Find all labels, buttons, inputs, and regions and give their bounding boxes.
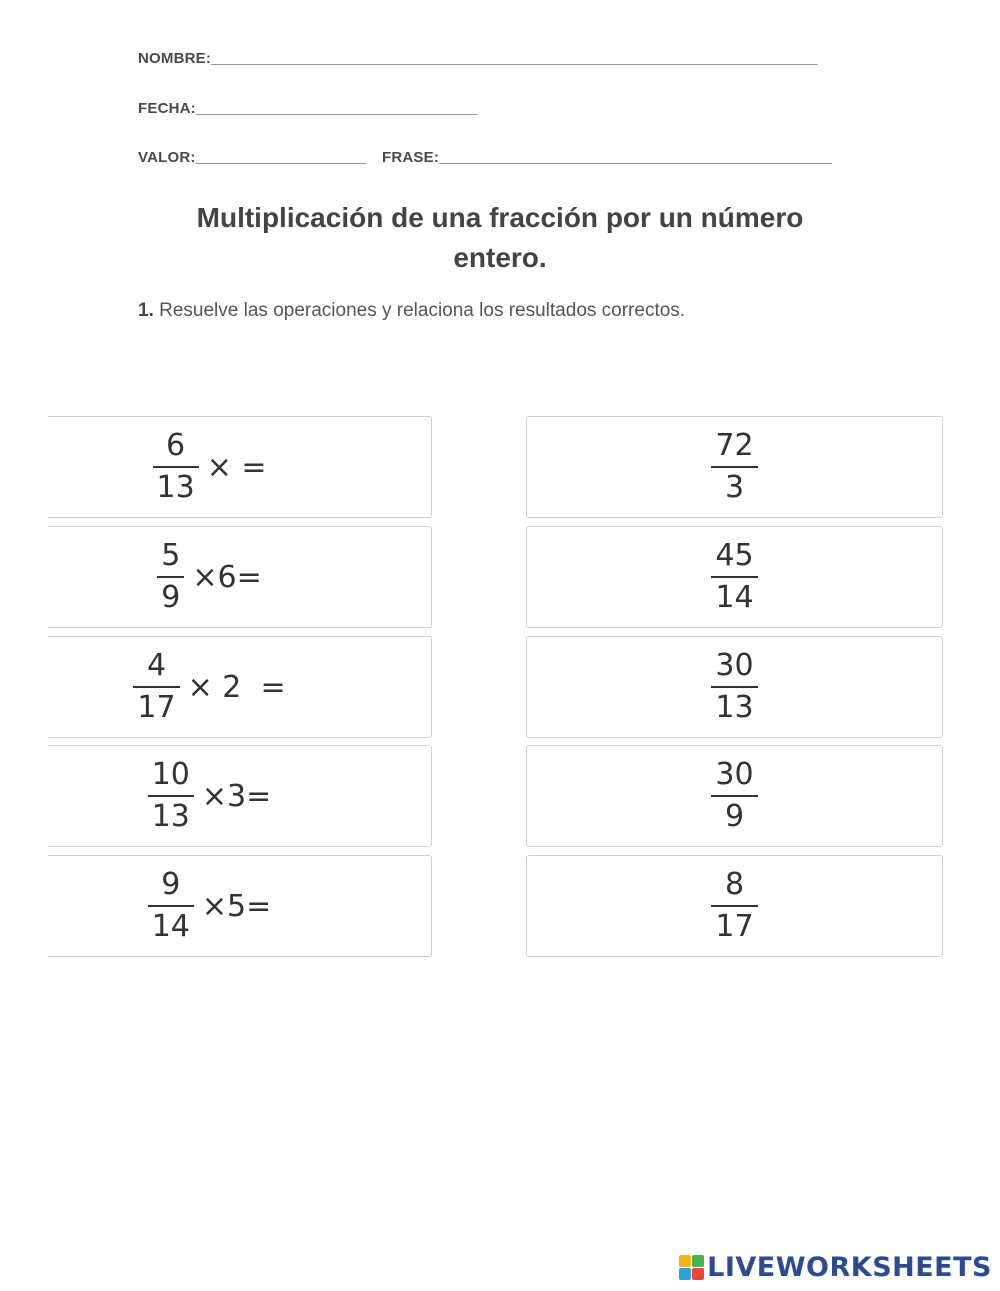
numerator: 4 — [146, 648, 167, 683]
fecha-field: FECHA:_________________________________ — [138, 100, 478, 117]
result-expression — [711, 758, 757, 834]
operation-expression — [133, 649, 285, 725]
fraction — [153, 429, 199, 505]
fraction — [711, 868, 757, 944]
logo-mark-icon — [679, 1255, 704, 1280]
numerator: 10 — [151, 757, 190, 792]
logo-mark-square — [679, 1268, 691, 1280]
operator-text: × 2 = — [187, 669, 286, 705]
operation-box-2[interactable] — [48, 526, 432, 628]
denominator: 9 — [724, 799, 745, 834]
result-expression — [711, 649, 757, 725]
operation-expression — [157, 539, 261, 615]
operation-box-4[interactable] — [48, 745, 432, 847]
denominator: 3 — [724, 470, 745, 505]
denominator: 13 — [151, 799, 190, 834]
operation-expression — [148, 758, 272, 834]
fraction — [711, 429, 757, 505]
operator-text: ×3= — [201, 778, 272, 814]
denominator: 14 — [715, 580, 754, 615]
result-expression — [711, 539, 757, 615]
result-box-2[interactable] — [526, 526, 943, 628]
operation-box-3[interactable] — [48, 636, 432, 738]
numerator: 9 — [161, 867, 181, 902]
page-title: Multiplicación de una fracción por un número entero. — [196, 202, 804, 273]
numerator: 6 — [166, 428, 186, 463]
fraction — [711, 758, 757, 834]
result-box-3[interactable] — [526, 636, 943, 738]
numerator: 72 — [715, 428, 754, 463]
numerator: 30 — [715, 648, 754, 683]
denominator: 13 — [156, 470, 195, 505]
instruction — [138, 300, 685, 322]
fraction — [133, 649, 179, 725]
operation-expression — [148, 868, 272, 944]
operator-text: ×6= — [192, 559, 262, 595]
valor-field: VALOR:____________________ — [138, 149, 367, 166]
operation-box-5[interactable] — [48, 855, 432, 957]
fraction — [157, 539, 184, 615]
numerator: 30 — [715, 757, 754, 792]
result-box-5[interactable] — [526, 855, 943, 957]
numerator: 5 — [161, 538, 181, 573]
result-expression — [711, 429, 757, 505]
operation-box-1[interactable] — [48, 416, 432, 518]
result-box-1[interactable] — [526, 416, 943, 518]
denominator: 9 — [161, 580, 181, 615]
numerator: 45 — [715, 538, 754, 573]
denominator: 14 — [151, 909, 190, 944]
frase-field: FRASE:______________________________________________ — [382, 149, 832, 166]
denominator: 17 — [137, 690, 176, 725]
instruction-text: Resuelve las operaciones y relaciona los resultados correctos. — [153, 300, 686, 321]
fraction — [148, 868, 194, 944]
nombre-field: NOMBRE:_______________________________________________________________________ — [138, 50, 818, 67]
instruction-number: 1. — [138, 300, 154, 321]
operation-expression — [153, 429, 267, 505]
operator-text: × = — [206, 449, 267, 485]
denominator: 17 — [715, 909, 754, 944]
result-expression — [711, 868, 757, 944]
numerator: 8 — [724, 867, 745, 902]
logo-text: LIVEWORKSHEETS — [707, 1252, 992, 1283]
logo-mark-square — [692, 1268, 704, 1280]
fraction — [711, 539, 757, 615]
operator-text: ×5= — [201, 888, 272, 924]
result-box-4[interactable] — [526, 745, 943, 847]
fraction — [148, 758, 194, 834]
fraction — [711, 649, 757, 725]
logo-mark-square — [692, 1255, 704, 1267]
logo-mark-square — [679, 1255, 691, 1267]
denominator: 13 — [715, 690, 754, 725]
liveworksheets-logo[interactable] — [679, 1252, 992, 1283]
